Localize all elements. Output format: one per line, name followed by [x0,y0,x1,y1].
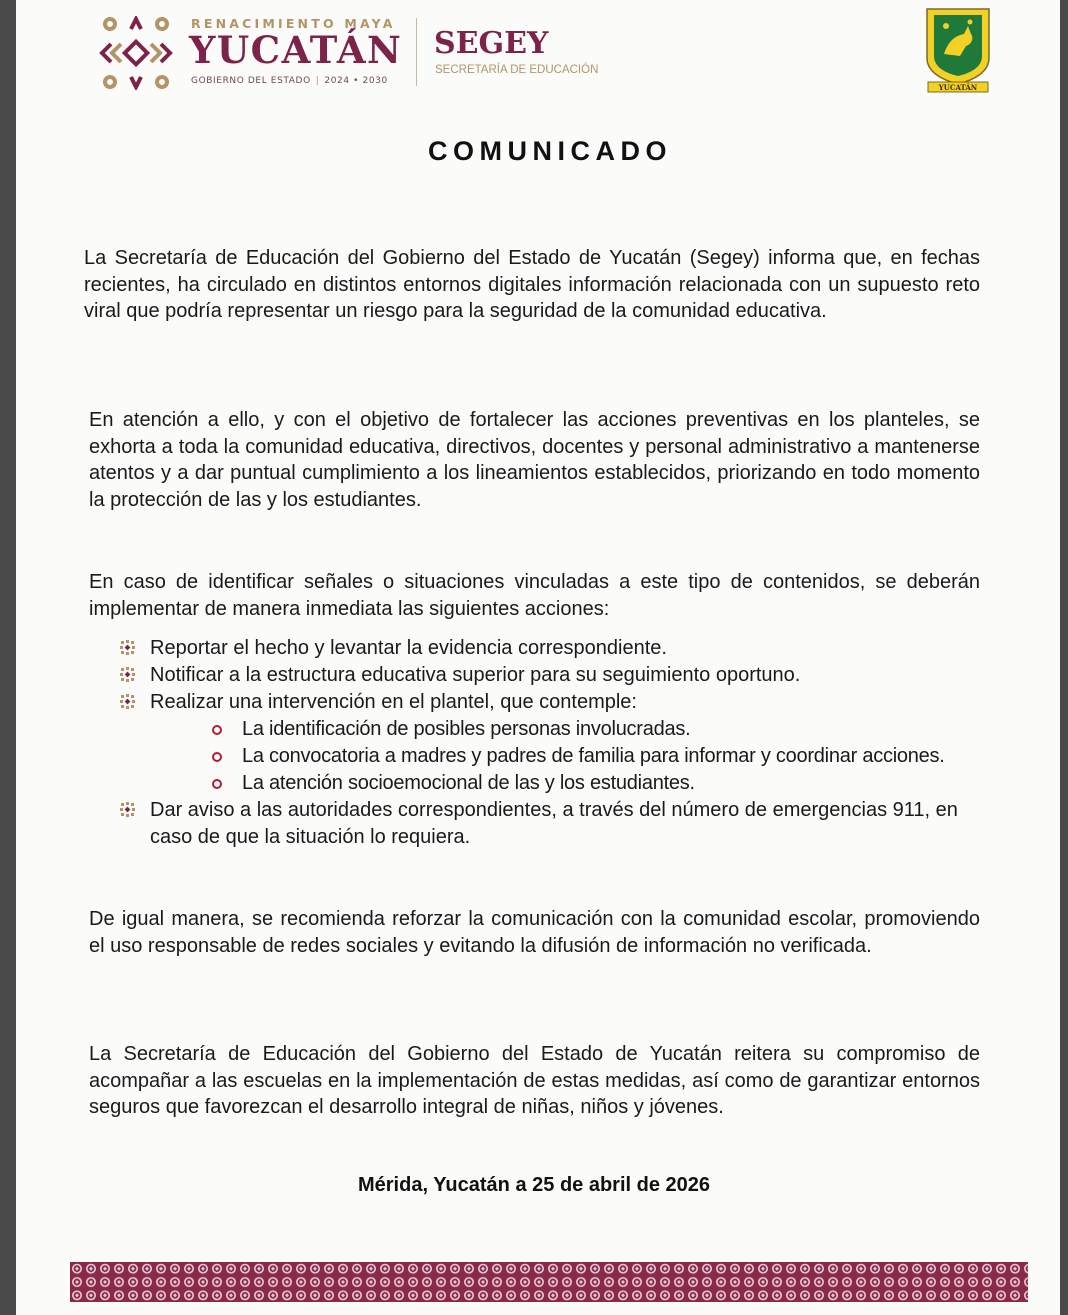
logo-subtitle: RENACIMIENTO MAYA [191,16,396,31]
logo-caption [191,76,388,86]
action-text: Reportar el hecho y levantar la evidencia correspondiente. [150,637,667,659]
page-title: COMUNICADO [428,136,672,166]
list-item [120,635,1000,662]
maya-pattern-bullet-icon [120,640,135,655]
logo-period: 2024 • 2030 [324,76,388,86]
logo-title: YUCATÁN [189,28,403,72]
list-item [120,689,1000,797]
action-text: Dar aviso a las autoridades correspondientes, a través del número de emergencias 911, en caso de que la situación lo requiera. [150,799,958,848]
list-item [210,770,1000,797]
maya-pattern-bullet-icon [120,694,135,709]
recommendation-paragraph: De igual manera, se recomienda reforzar la comunicación con la comunidad escolar, promoviendo el uso responsable de redes sociales y evitando la difusión de información no verificada. [89,908,980,957]
list-item [210,716,1000,743]
document-date: Mérida, Yucatán a 25 de abril de 2026 [357,1174,711,1196]
segey-subtitle: SECRETARÍA DE EDUCACIÓN [435,64,599,76]
hollow-circle-bullet-icon [212,779,222,789]
maya-pattern-bullet-icon [120,802,135,817]
action-text: Realizar una intervención en el plantel, que contemple: [150,691,637,713]
crest-label: YUCATÁN [938,83,978,92]
action-text: Notificar a la estructura educativa superior para su seguimiento oportuno. [150,664,801,686]
sub-action-text: La atención socioemocional de las y los estudiantes. [242,772,695,794]
list-item [120,662,1000,689]
yucatan-coat-of-arms-icon [924,6,992,94]
exhortation-paragraph: En atención a ello, y con el objetivo de fortalecer las acciones preventivas en los planteles, se exhorta a toda la comunidad educativa, directivos, docentes y personal administrativo a mantenerse atentos y a dar puntual cumplimiento a los lineamientos establecidos, priorizando en todo momento la protección de las y los estudiantes. [89,409,980,511]
hollow-circle-bullet-icon [212,725,222,735]
logo-caption-separator: | [315,76,320,86]
header-divider [416,18,417,86]
actions-list [120,635,1000,851]
hollow-circle-bullet-icon [212,752,222,762]
list-item [210,743,1000,770]
segey-logo-text: SEGEY [434,26,549,61]
list-item [120,797,1000,851]
closing-paragraph: La Secretaría de Educación del Gobierno del Estado de Yucatán reitera su compromiso de acompañar a las escuelas en la implementación de estas medidas, así como de garantizar entornos seguros que favorezcan el desarrollo integral de niñas, niños y jóvenes. [89,1043,980,1118]
actions-intro-paragraph: En caso de identificar señales o situaciones vinculadas a este tipo de contenidos, se deberán implementar de manera inmediata las siguientes acciones: [89,571,980,620]
intervention-sublist [150,716,1000,797]
sub-action-text: La convocatoria a madres y padres de familia para informar y coordinar acciones. [242,745,945,767]
maya-pattern-footer-band [70,1262,1028,1302]
sub-action-text: La identificación de posibles personas involucradas. [242,718,691,740]
maya-pattern-logo-icon [99,16,173,90]
maya-pattern-bullet-icon [120,667,135,682]
intro-paragraph: La Secretaría de Educación del Gobierno del Estado de Yucatán (Segey) informa que, en fechas recientes, ha circulado en distintos entornos digitales información relacionada con un supuesto reto viral que podría representar un riesgo para la seguridad de la comunidad educativa. [84,247,980,322]
logo-gobierno-text: GOBIERNO DEL ESTADO [191,76,311,86]
